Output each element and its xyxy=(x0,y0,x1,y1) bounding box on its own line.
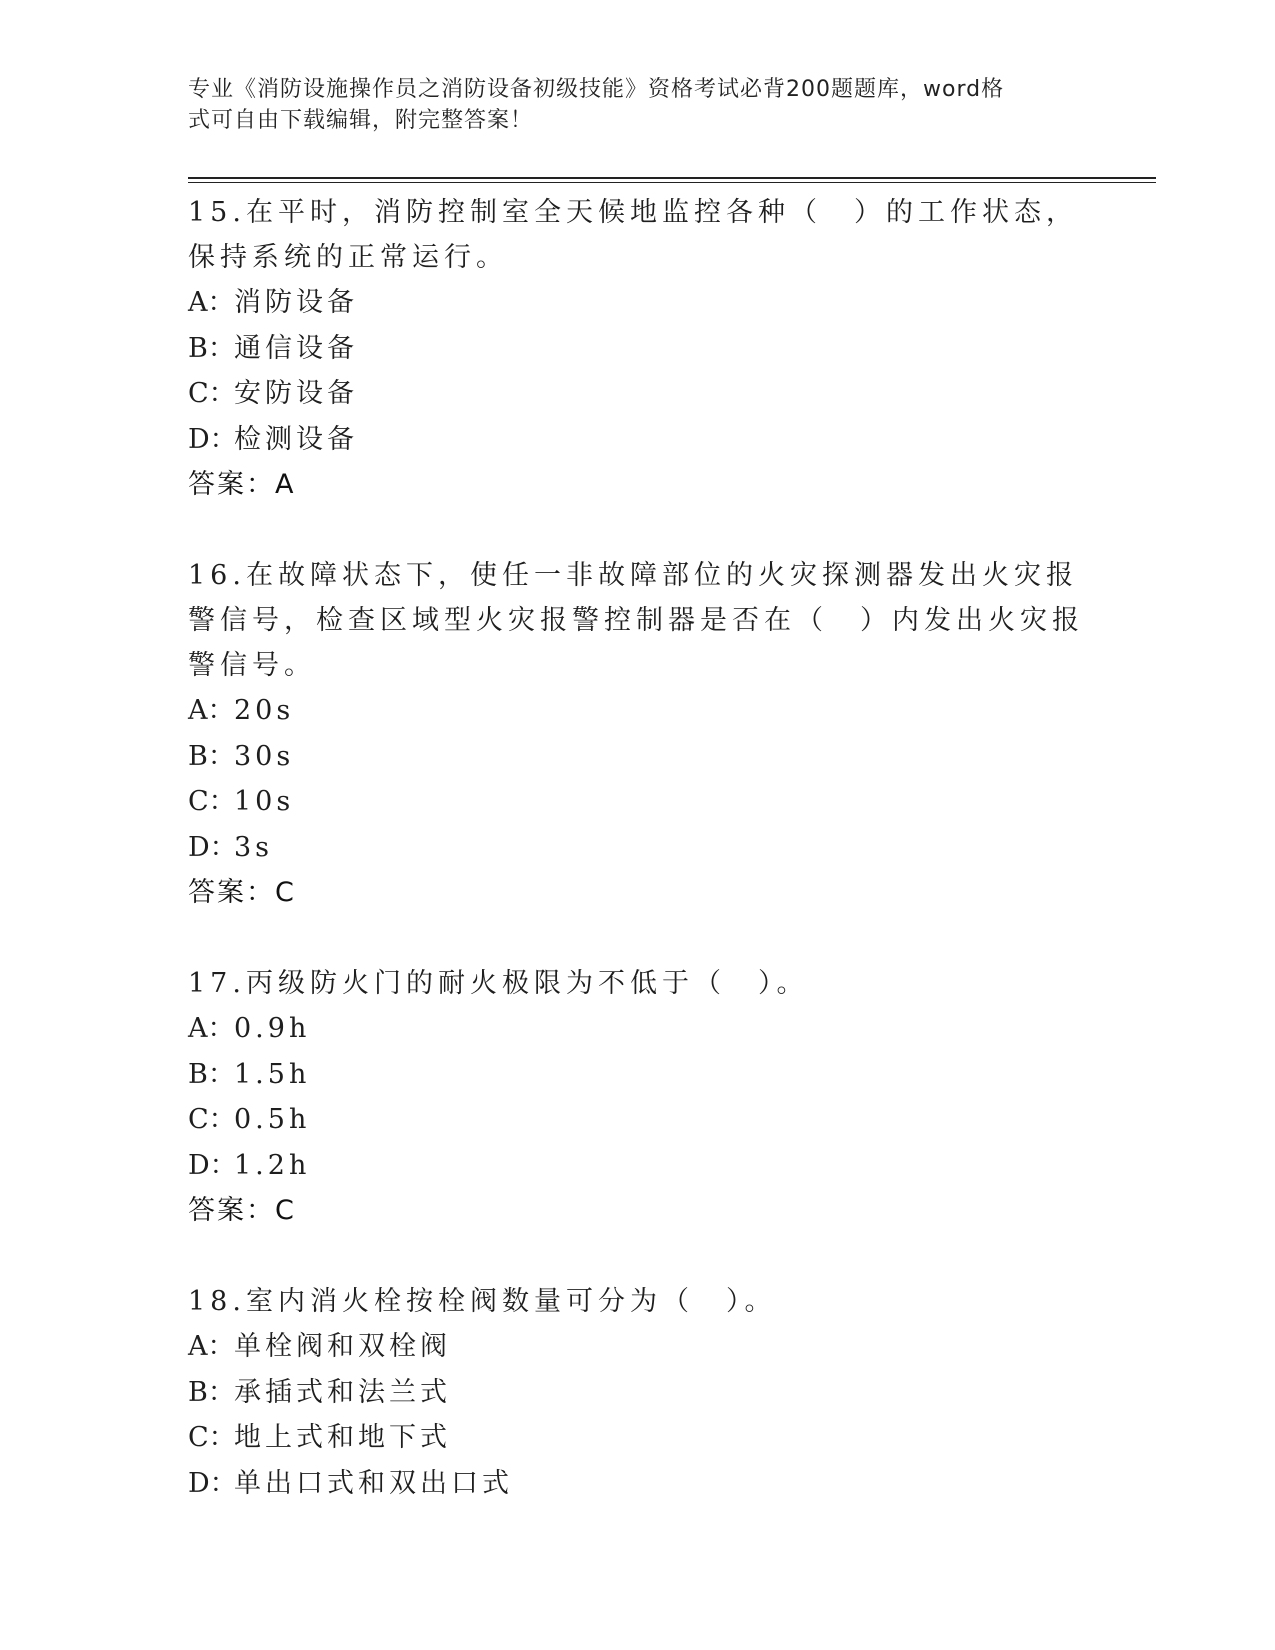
option-text: 0.9h xyxy=(234,1013,311,1044)
option-d xyxy=(188,825,1088,871)
option-key: D： xyxy=(188,423,237,455)
question-text: 15.在平时，消防控制室全天候地监控各种（ ）的工作状态，保持系统的正常运行。 xyxy=(188,197,1078,273)
option-c xyxy=(188,371,1088,417)
option-text: 安防设备 xyxy=(234,378,358,409)
option-a xyxy=(188,688,1088,734)
option-text: 承插式和法兰式 xyxy=(234,1376,451,1408)
option-text: 消防设备 xyxy=(234,287,358,318)
option-text: 单出口式和双出口式 xyxy=(234,1467,513,1499)
option-text: 检测设备 xyxy=(234,423,358,455)
question-15 xyxy=(188,190,1088,507)
option-key: B： xyxy=(188,740,235,772)
option-text: 1.2h xyxy=(234,1149,311,1181)
option-key: A： xyxy=(188,1013,235,1044)
question-18 xyxy=(188,1279,1088,1506)
header-divider-thin xyxy=(188,182,1156,183)
option-text: 3s xyxy=(234,831,274,863)
option-key: D： xyxy=(188,1149,237,1181)
question-16 xyxy=(188,553,1088,915)
question-text: 18.室内消火栓按栓阀数量可分为（ ）。 xyxy=(188,1286,777,1317)
option-key: C： xyxy=(188,1104,236,1135)
option-b xyxy=(188,734,1088,780)
option-key: B： xyxy=(188,1376,235,1408)
document-header xyxy=(188,74,1068,136)
header-title-line-2: 式可自由下载编辑，附完整答案！ xyxy=(188,108,534,133)
option-key: C： xyxy=(188,1422,236,1453)
option-a xyxy=(188,1324,1088,1370)
option-text: 1.5h xyxy=(234,1058,311,1090)
question-list xyxy=(188,190,1088,1552)
question-text: 17.丙级防火门的耐火极限为不低于（ ）。 xyxy=(188,968,809,999)
option-c xyxy=(188,1415,1088,1461)
option-key: A： xyxy=(188,1331,235,1362)
option-key: C： xyxy=(188,378,236,409)
option-c xyxy=(188,1097,1088,1143)
answer-label: 答案：C xyxy=(188,877,296,908)
option-key: B： xyxy=(188,1058,235,1090)
option-a xyxy=(188,280,1088,326)
option-c xyxy=(188,779,1088,825)
option-text: 0.5h xyxy=(234,1104,311,1135)
option-d xyxy=(188,1461,1088,1507)
question-17 xyxy=(188,961,1088,1233)
option-a xyxy=(188,1006,1088,1052)
option-key: A： xyxy=(188,287,235,318)
option-text: 20s xyxy=(234,695,295,726)
option-d xyxy=(188,1143,1088,1189)
question-text: 16.在故障状态下，使任一非故障部位的火灾探测器发出火灾报警信号，检查区域型火灾报警控制器是否在（ ）内发出火灾报警信号。 xyxy=(188,560,1084,681)
option-d xyxy=(188,417,1088,463)
answer-label: 答案：A xyxy=(188,469,296,500)
option-key: B： xyxy=(188,332,235,364)
option-text: 10s xyxy=(234,786,295,817)
option-key: D： xyxy=(188,1467,237,1499)
option-b xyxy=(188,326,1088,372)
option-key: D： xyxy=(188,831,237,863)
option-key: C： xyxy=(188,786,236,817)
option-text: 地上式和地下式 xyxy=(234,1422,451,1453)
option-text: 通信设备 xyxy=(234,332,358,364)
header-title-line-1: 专业《消防设施操作员之消防设备初级技能》资格考试必背200题题库，word格 xyxy=(188,77,1005,102)
option-text: 30s xyxy=(234,740,295,772)
option-b xyxy=(188,1370,1088,1416)
option-key: A： xyxy=(188,695,235,726)
option-text: 单栓阀和双栓阀 xyxy=(234,1331,451,1362)
answer-label: 答案：C xyxy=(188,1195,296,1226)
header-divider-thick xyxy=(188,177,1156,179)
option-b xyxy=(188,1052,1088,1098)
